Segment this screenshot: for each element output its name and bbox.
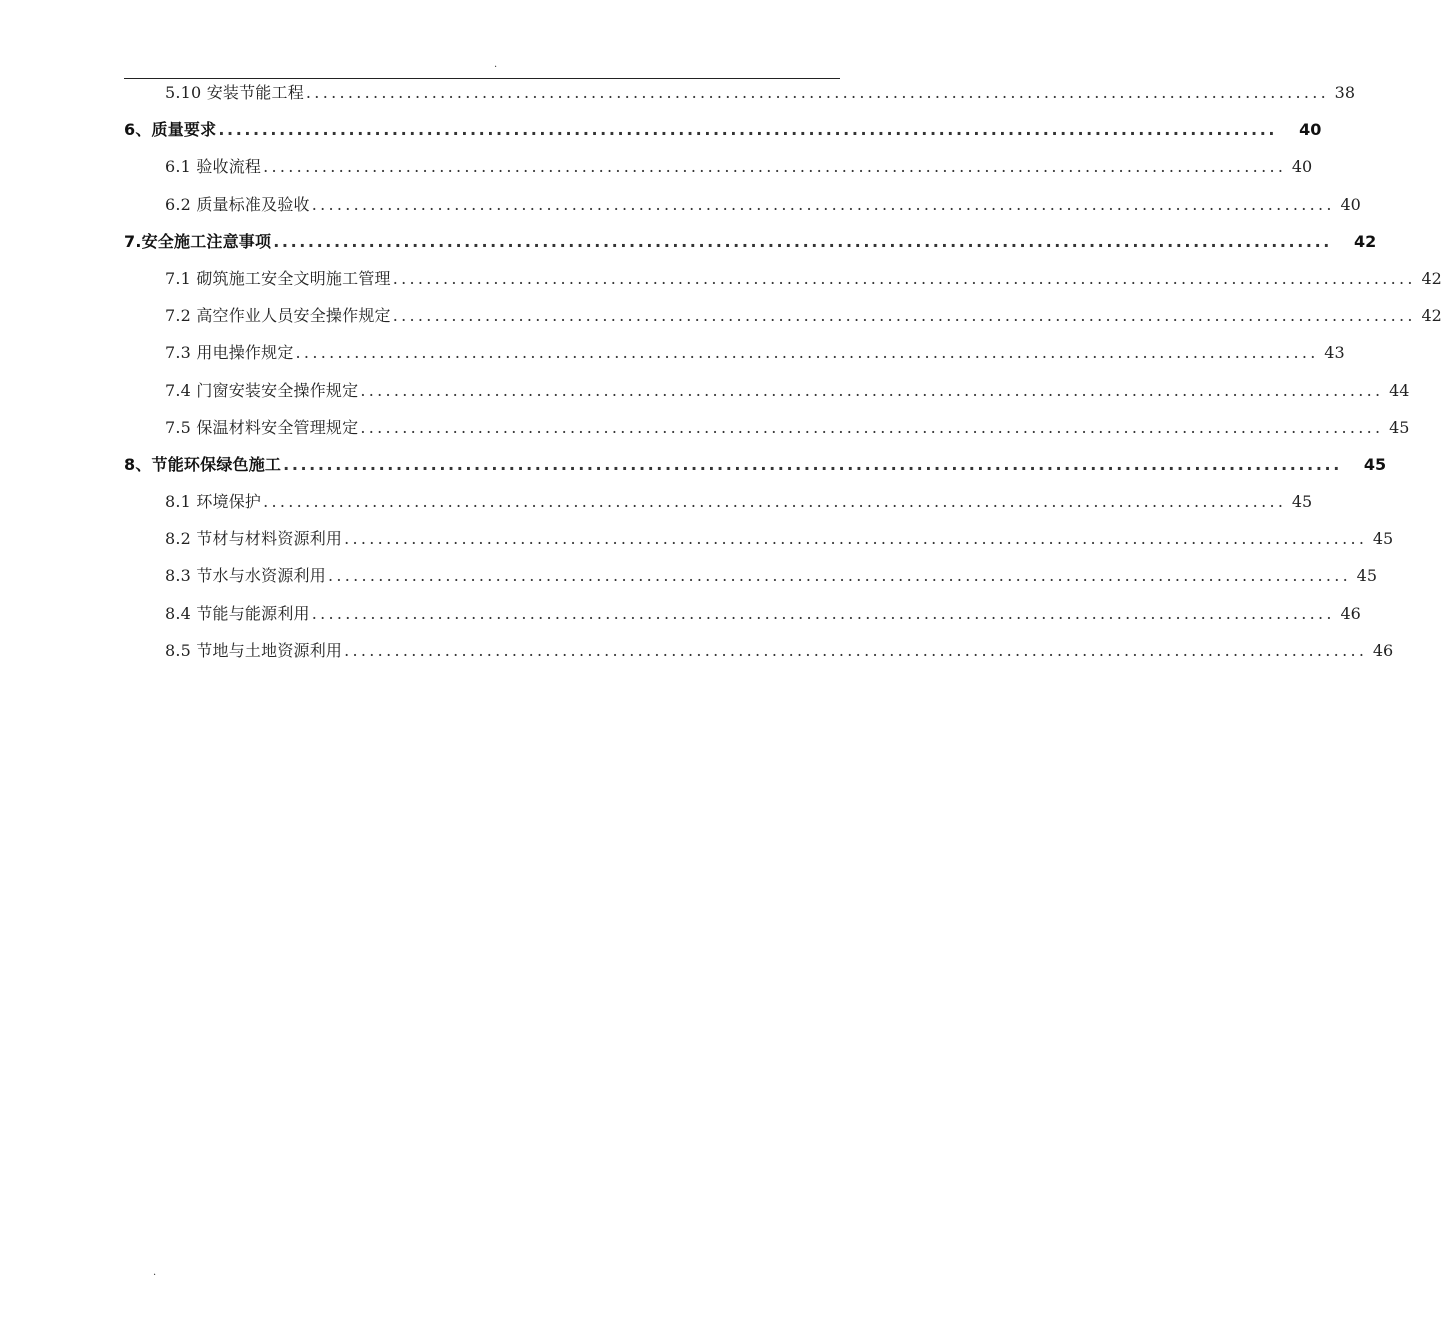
toc-entry-label: 7.3 用电操作规定 (165, 343, 294, 363)
toc-section-8[interactable] (124, 446, 1387, 483)
toc-entry-8-1[interactable] (124, 483, 1313, 520)
toc-entry-7-5[interactable] (124, 409, 1410, 446)
toc-dot-leader: .......................................................................................................................... (295, 343, 1319, 363)
toc-entry-8-4[interactable] (124, 595, 1361, 632)
toc-dot-leader: .......................................................................................................................... (392, 268, 1416, 288)
toc-dot-leader: .......................................................................................................................... (392, 306, 1416, 326)
toc-dot-leader: .......................................................................................................................... (273, 231, 1332, 251)
toc-dot-leader: .......................................................................................................................... (344, 640, 1368, 660)
toc-dot-leader: .......................................................................................................................... (305, 83, 1330, 102)
toc-page-number: 45 (1291, 492, 1313, 512)
toc-page-number: 38 (1334, 83, 1356, 102)
toc-section-label: 8、节能环保绿色施工 (124, 454, 282, 474)
toc-entry-label: 5.10 安装节能工程 (165, 83, 304, 102)
toc-entry-6-1[interactable] (124, 148, 1313, 185)
toc-dot-leader: .......................................................................................................................... (311, 194, 1335, 214)
toc-page-number: 40 (1299, 120, 1322, 140)
toc-page-number: 45 (1389, 417, 1410, 437)
toc-dot-leader: .......................................................................................................................... (344, 529, 1368, 549)
toc-page-number: 45 (1363, 454, 1387, 474)
toc-dot-leader: .......................................................................................................................... (263, 157, 1287, 177)
toc-entry-label: 8.1 环境保护 (165, 492, 262, 512)
toc-page-number: 45 (1372, 529, 1394, 549)
toc-dot-leader: .......................................................................................................................... (218, 120, 1278, 140)
toc-entry-label: 6.1 验收流程 (165, 157, 262, 177)
toc-dot-leader: .......................................................................................................................... (360, 380, 1384, 400)
toc-page-number: 46 (1340, 603, 1361, 623)
toc-entry-7-1[interactable] (124, 260, 1442, 297)
toc-section-7[interactable] (124, 223, 1377, 260)
toc-dot-leader: .......................................................................................................................... (283, 454, 1342, 474)
toc-page-number: 42 (1421, 268, 1442, 288)
toc-entry-8-3[interactable] (124, 557, 1378, 594)
toc-page-number: 44 (1389, 380, 1410, 400)
toc-page-number: 40 (1291, 157, 1313, 177)
toc-entry-label: 7.5 保温材料安全管理规定 (165, 417, 359, 437)
toc-page-number: 42 (1421, 306, 1442, 326)
toc-entry-label: 8.3 节水与水资源利用 (165, 566, 326, 586)
toc-entry-5-10[interactable] (124, 74, 1356, 111)
footer-mark: . (153, 1267, 157, 1278)
toc-entry-label: 6.2 质量标准及验收 (165, 194, 310, 214)
toc-entry-6-2[interactable] (124, 186, 1361, 223)
toc-page-number: 45 (1356, 566, 1378, 586)
toc-entry-7-2[interactable] (124, 297, 1442, 334)
toc-page-number: 46 (1372, 640, 1394, 660)
toc-dot-leader: .......................................................................................................................... (263, 492, 1287, 512)
toc-dot-leader: .......................................................................................................................... (327, 566, 1352, 586)
toc-dot-leader: .......................................................................................................................... (311, 603, 1335, 623)
toc-page-number: 40 (1340, 194, 1361, 214)
toc-entry-label: 8.4 节能与能源利用 (165, 603, 310, 623)
toc-entry-7-4[interactable] (124, 372, 1410, 409)
toc-entry-label: 7.2 高空作业人员安全操作规定 (165, 306, 391, 326)
toc-entry-8-5[interactable] (124, 632, 1394, 669)
toc-entry-label: 8.5 节地与土地资源利用 (165, 640, 343, 660)
header-mark: . (494, 59, 498, 70)
table-of-contents (124, 74, 1442, 669)
toc-section-label: 7.安全施工注意事项 (124, 231, 272, 251)
toc-entry-label: 8.2 节材与材料资源利用 (165, 529, 343, 549)
toc-section-6[interactable] (124, 111, 1322, 148)
toc-page-number: 43 (1324, 343, 1345, 363)
toc-entry-8-2[interactable] (124, 520, 1394, 557)
toc-entry-7-3[interactable] (124, 334, 1345, 371)
toc-entry-label: 7.1 砌筑施工安全文明施工管理 (165, 268, 391, 288)
toc-section-label: 6、质量要求 (124, 120, 217, 140)
toc-dot-leader: .......................................................................................................................... (360, 417, 1384, 437)
toc-page-number: 42 (1353, 231, 1377, 251)
toc-entry-label: 7.4 门窗安装安全操作规定 (165, 380, 359, 400)
